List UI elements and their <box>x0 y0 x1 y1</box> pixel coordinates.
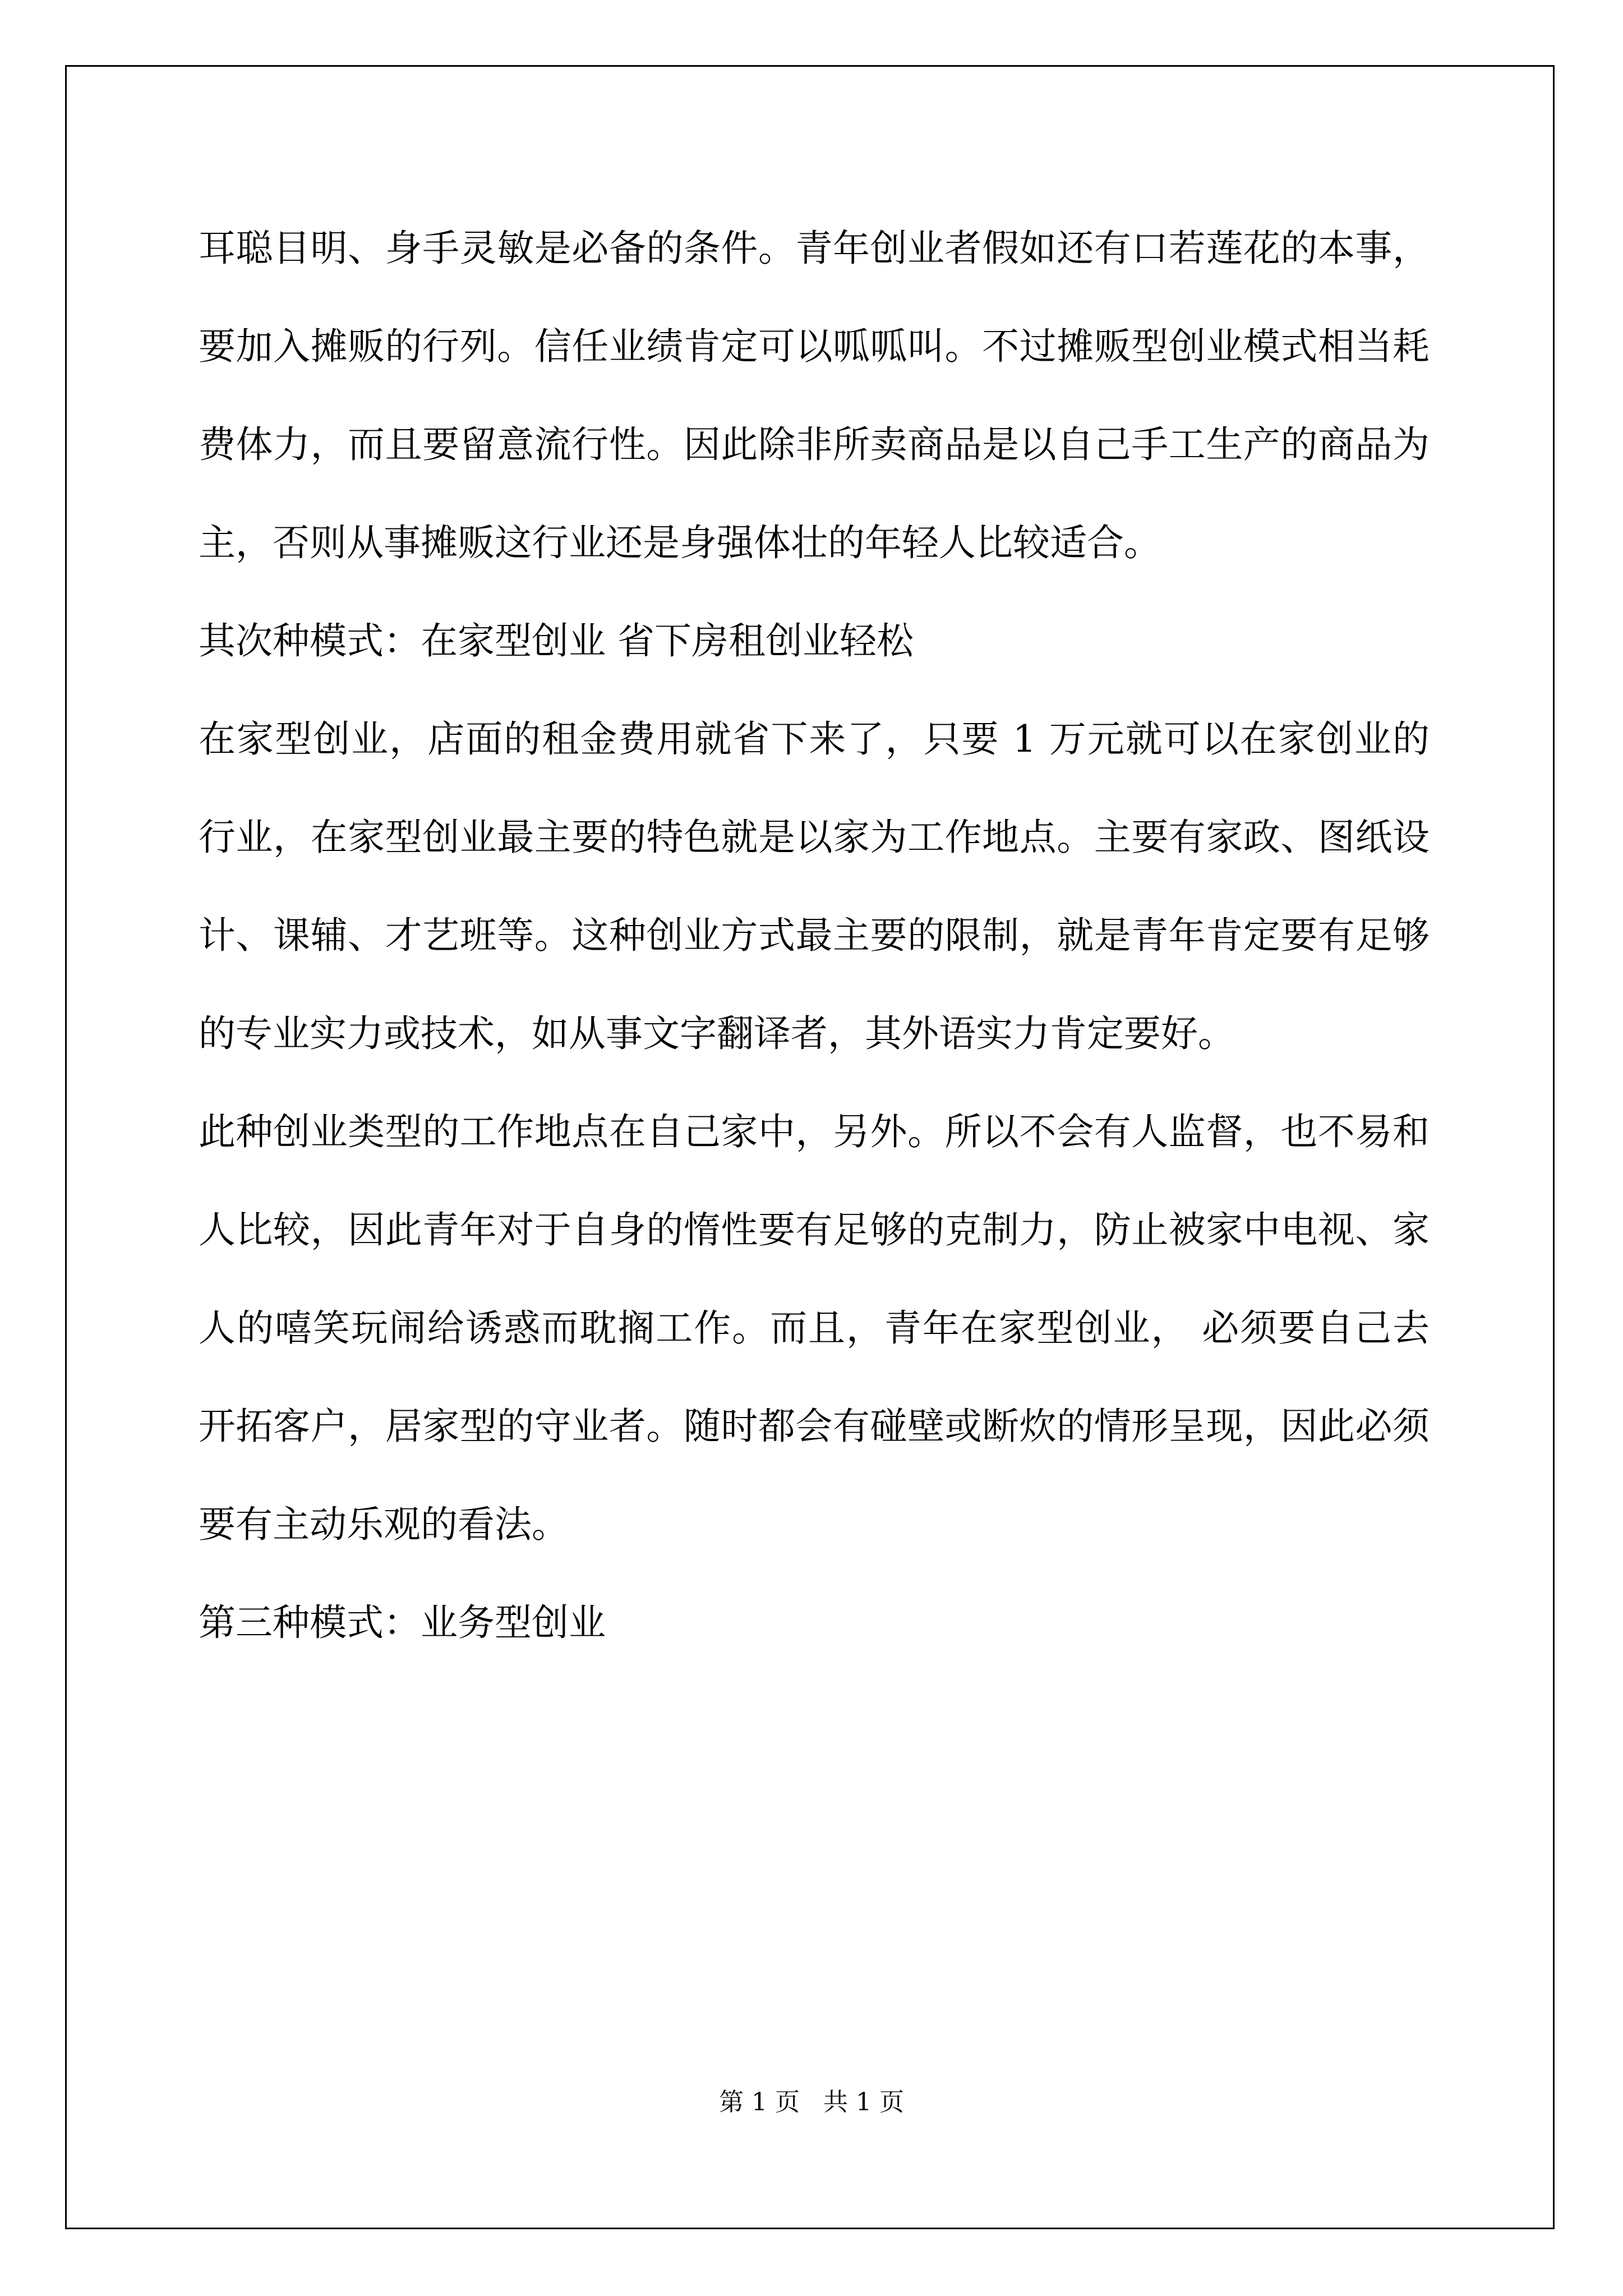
paragraph-home-business: 在家型创业，店面的租金费用就省下来了，只要 1 万元就可以在家创业的行业，在家型创业最主要的特色就是以家为工作地点。主要有家政、图纸设计、课辅、才艺班等。这种创业方式最主要的限制，就是青年肯定要有足够的专业实力或技术，如从事文字翻译者，其外语实力肯定要好。 <box>199 717 1430 1055</box>
page-footer: 第 1 页 共 1 页 <box>719 2088 904 2116</box>
paragraph-stall-business: 耳聪目明、身手灵敏是必备的条件。青年创业者假如还有口若莲花的本事，要加入摊贩的行列。信任业绩肯定可以呱呱叫。不过摊贩型创业模式相当耗费体力，而且要留意流行性。因此除非所卖商品是以自己手工生产的商品为主，否则从事摊贩这行业还是身强体壮的年轻人比较适合。 <box>199 227 1430 564</box>
heading-sales-business: 第三种模式：业务型创业 <box>199 1601 606 1644</box>
heading-home-business: 其次种模式：在家型创业 省下房租创业轻松 <box>199 619 914 662</box>
document-body <box>199 199 1430 1672</box>
paragraph-home-business-limits: 此种创业类型的工作地点在自己家中，另外。所以不会有人监督，也不易和人比较，因此青年对于自身的惰性要有足够的克制力，防止被家中电视、家人的嘻笑玩闹给诱惑而耽搁工作。而且，青年在家型创业， 必须要自己去开拓客户，居家型的守业者。随时都会有碰壁或断炊的情形呈现，因此必须要有主动乐观的看法。 <box>199 1110 1430 1546</box>
